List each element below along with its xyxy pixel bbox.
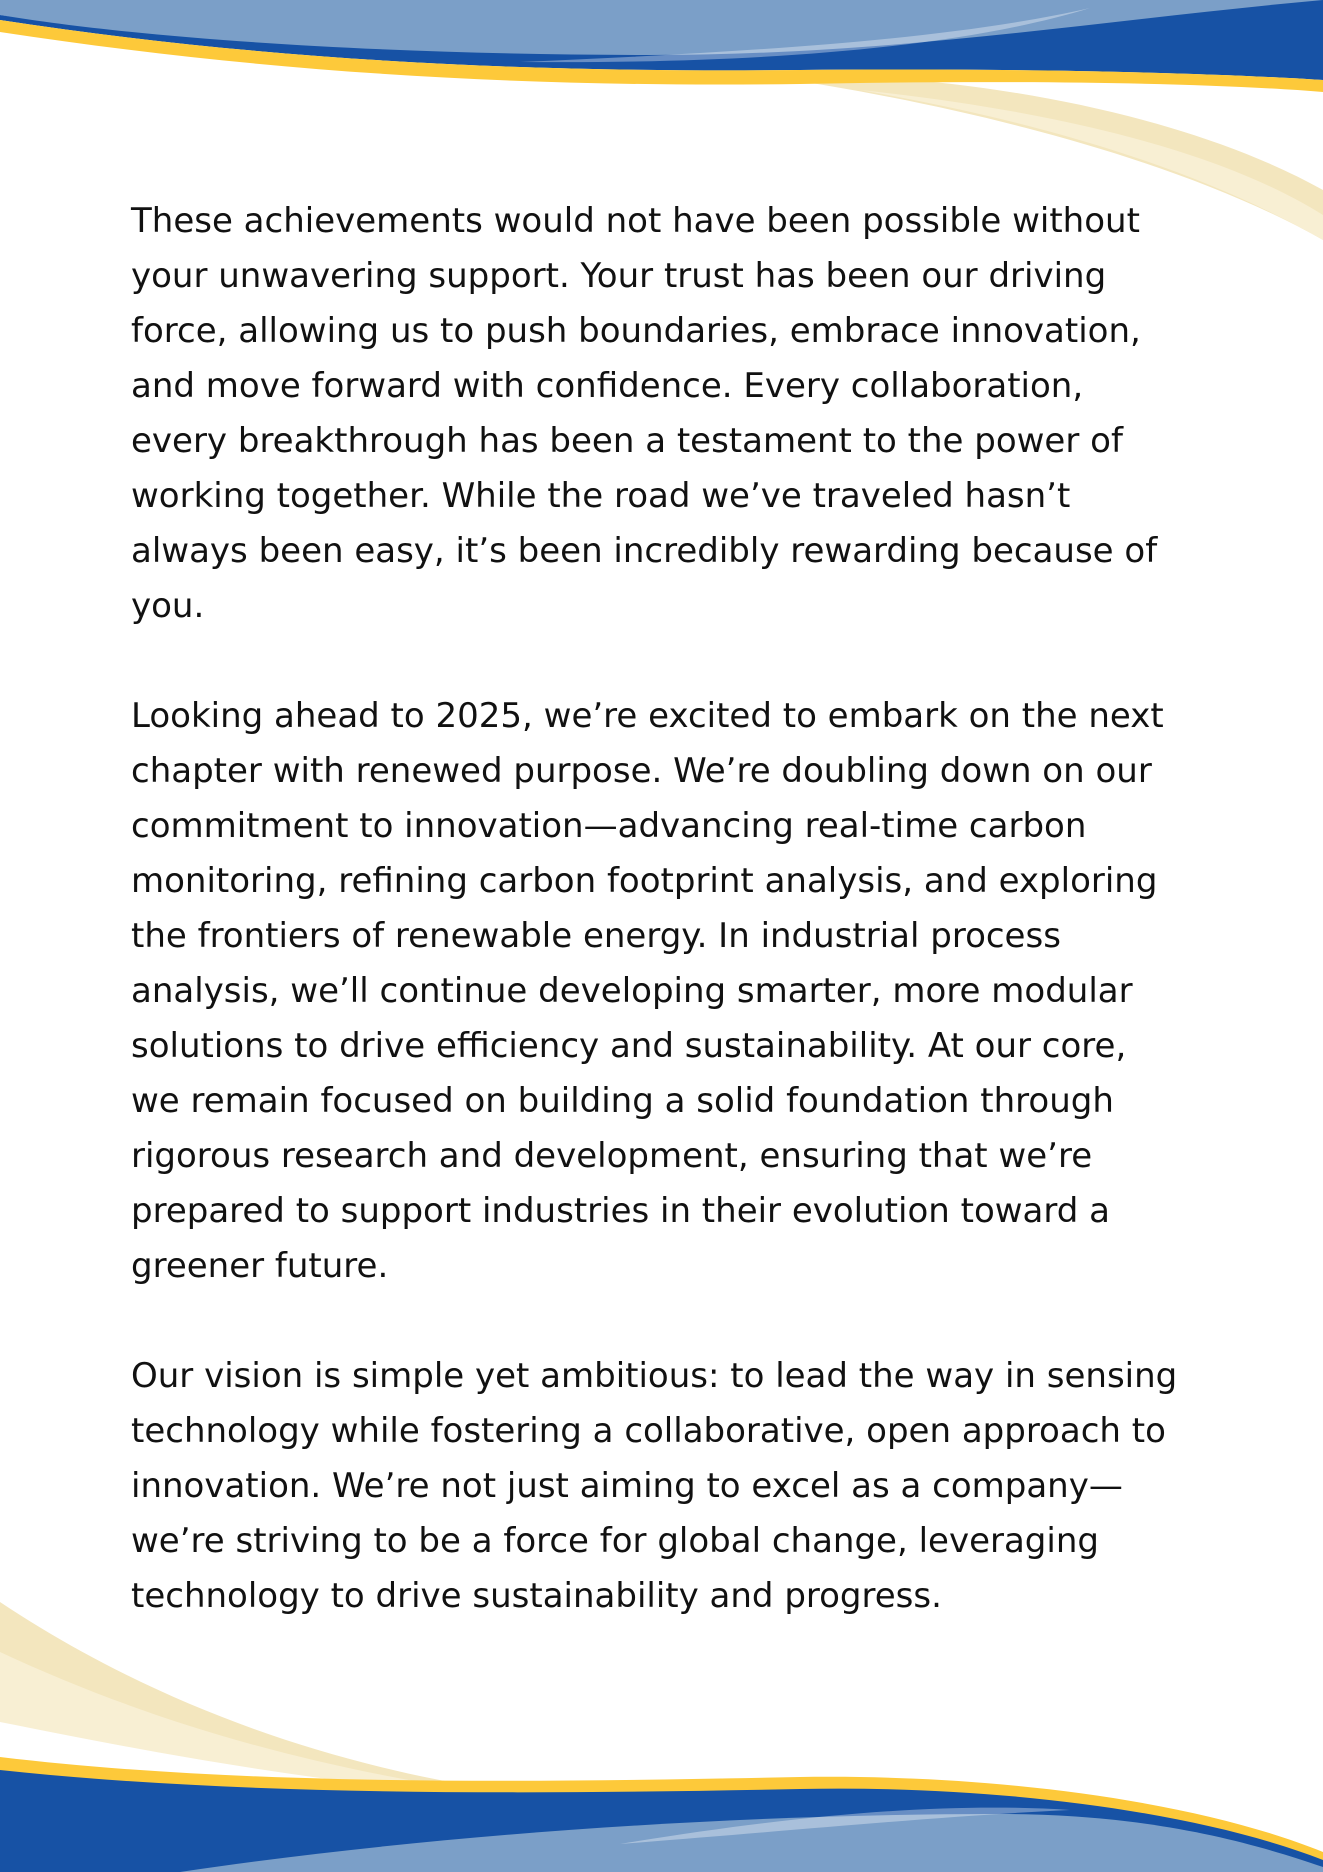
- letter-body: [131, 194, 1211, 1624]
- bottom-wave-decoration: [0, 1582, 1323, 1872]
- paragraph-vision: Our vision is simple yet ambitious: to lead the way in sensing technology while fostering a collaborative, open approach to innovation. We’re not just aiming to excel as a company— we’re striving to be a force for global change, leveraging technology to drive sustainability and progress.: [131, 1356, 1178, 1616]
- paragraph-achievements: These achievements would not have been possible without your unwavering support. Your trust has been our driving force, allowing us to push boundaries, embrace innovation, and move forward with confidence. Every collaboration, every breakthrough has been a testament to the power of working together. While the road we’ve traveled hasn’t always been easy, it’s been incredibly rewarding because of you.: [131, 201, 1158, 626]
- paragraph-looking-ahead: Looking ahead to 2025, we’re excited to embark on the next chapter with renewed purpose. We’re doubling down on our commitment to innovation—advancing real-time carbon monitoring, refining carbon footprint analysis, and exploring the frontiers of renewable energy. In industrial process analysis, we’ll continue developing smarter, more modular solutions to drive efficiency and sustainability. At our core, we remain focused on building a solid foundation through rigorous research and development, ensuring that we’re prepared to support industries in their evolution toward a greener future.: [131, 696, 1164, 1286]
